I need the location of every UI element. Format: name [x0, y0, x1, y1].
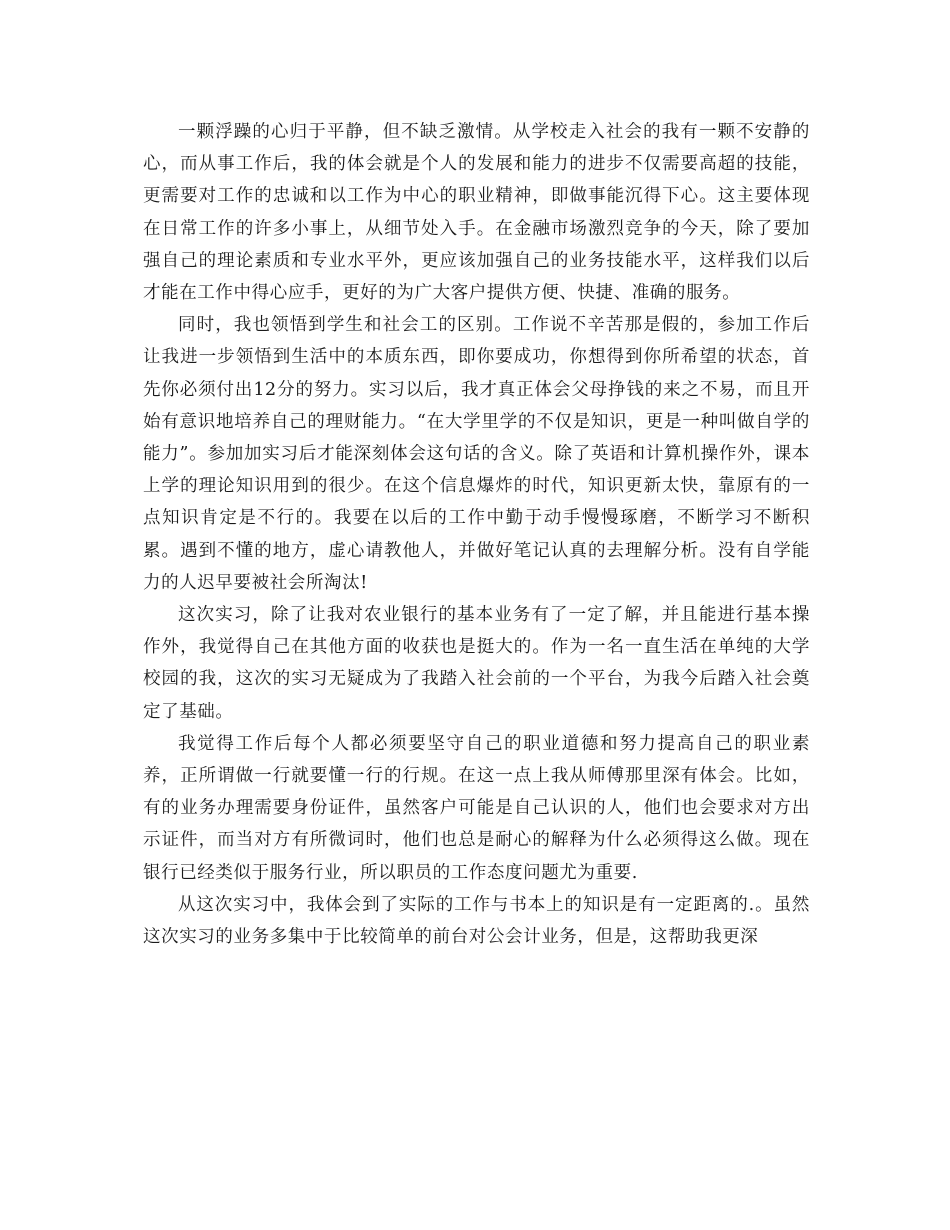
document-body — [143, 116, 810, 953]
paragraph-1: 一颗浮躁的心归于平静，但不缺乏激情。从学校走入社会的我有一颗不安静的心，而从事工作后，我的体会就是个人的发展和能力的进步不仅需要高超的技能，更需要对工作的忠诚和以工作为中心的职业精神，即做事能沉得下心。这主要体现在日常工作的许多小事上，从细节处入手。在金融市场激烈竞争的今天，除了要加强自己的理论素质和专业水平外，更应该加强自己的业务技能水平，这样我们以后才能在工作中得心应手，更好的为广大客户提供方便、快捷、准确的服务。 — [143, 122, 810, 304]
paragraph-4: 我觉得工作后每个人都必须要坚守自己的职业道德和努力提高自己的职业素养，正所谓做一行就要懂一行的行规。在这一点上我从师傅那里深有体会。比如，有的业务办理需要身份证件，虽然客户可能是自己认识的人，他们也会要求对方出示证件，而当对方有所微词时，他们也总是耐心的解释为什么必须得这么做。现在银行已经类似于服务行业，所以职员的工作态度问题尤为重要. — [143, 733, 810, 883]
paragraph-2: 同时，我也领悟到学生和社会工的区别。工作说不辛苦那是假的，参加工作后让我进一步领悟到生活中的本质东西，即你要成功，你想得到你所希望的状态，首先你必须付出12分的努力。实习以后，我才真正体会父母挣钱的来之不易，而且开始有意识地培养自己的理财能力。“在大学里学的不仅是知识，更是一种叫做自学的能力”。参加加实习后才能深刻体会这句话的含义。除了英语和计算机操作外，课本上学的理论知识用到的很少。在这个信息爆炸的时代，知识更新太快，靠原有的一点知识肯定是不行的。我要在以后的工作中勤于动手慢慢琢磨，不断学习不断积累。遇到不懂的地方，虚心请教他人，并做好笔记认真的去理解分析。没有自学能力的人迟早要被社会所淘汰! — [143, 315, 810, 593]
paragraph-3: 这次实习，除了让我对农业银行的基本业务有了一定了解，并且能进行基本操作外，我觉得自己在其他方面的收获也是挺大的。作为一名一直生活在单纯的大学校园的我，这次的实习无疑成为了我踏入社会前的一个平台，为我今后踏入社会奠定了基础。 — [143, 605, 810, 722]
paragraph-5: 从这次实习中，我体会到了实际的工作与书本上的知识是有一定距离的.。虽然这次实习的业务多集中于比较简单的前台对公会计业务，但是，这帮助我更深 — [143, 894, 810, 948]
